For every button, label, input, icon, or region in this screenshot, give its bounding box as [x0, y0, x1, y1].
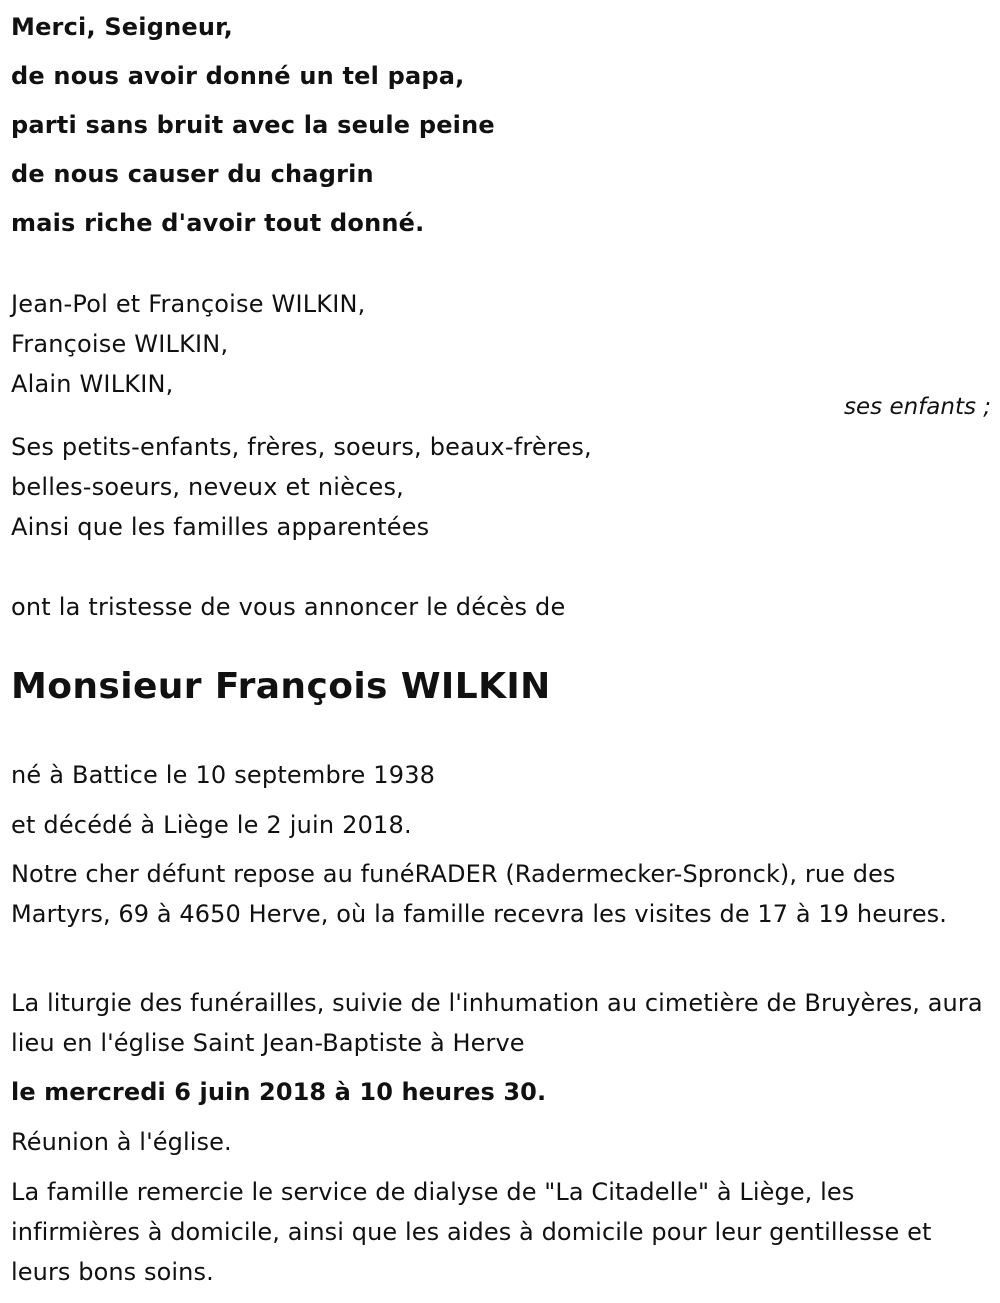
poem-line-4: de nous causer du chagrin — [11, 160, 374, 188]
funeral-paragraph: La liturgie des funérailles, suivie de l'inhumation au cimetière de Bruyères, aura lieu en l'église Saint Jean-Baptiste à Herve — [11, 989, 983, 1057]
poem-line-3: parti sans bruit avec la seule peine — [11, 111, 495, 139]
family-line-1: Ses petits-enfants, frères, soeurs, beaux-frères, — [11, 433, 592, 461]
poem-line-1: Merci, Seigneur, — [11, 13, 233, 41]
family-line-2: belles-soeurs, neveux et nièces, — [11, 473, 404, 501]
children-role-label: ses enfants ; — [844, 394, 991, 420]
family-line-3: Ainsi que les familles apparentées — [11, 513, 430, 541]
birth-info: né à Battice le 10 septembre 1938 — [11, 761, 436, 789]
child-name-1: Jean-Pol et Françoise WILKIN, — [11, 290, 366, 318]
poem-line-2: de nous avoir donné un tel papa, — [11, 62, 465, 90]
child-name-2: Françoise WILKIN, — [11, 330, 229, 358]
child-name-3: Alain WILKIN, — [11, 370, 174, 398]
deceased-name: Monsieur François WILKIN — [11, 666, 551, 707]
death-info: et décédé à Liège le 2 juin 2018. — [11, 811, 412, 839]
announcement-text: ont la tristesse de vous annoncer le décès de — [11, 593, 566, 621]
meeting-info: Réunion à l'église. — [11, 1128, 232, 1156]
poem-line-5: mais riche d'avoir tout donné. — [11, 209, 425, 237]
thanks-paragraph: La famille remercie le service de dialyse de "La Citadelle" à Liège, les infirmières à domicile, ainsi que les aides à domicile pour leur gentillesse et leurs bons soins. — [11, 1178, 932, 1286]
rest-place-paragraph: Notre cher défunt repose au funéRADER (Radermecker-Spronck), rue des Martyrs, 69 à 4650 Herve, où la famille recevra les visites de 17 à 19 heures. — [11, 860, 948, 928]
funeral-datetime: le mercredi 6 juin 2018 à 10 heures 30. — [11, 1078, 547, 1106]
